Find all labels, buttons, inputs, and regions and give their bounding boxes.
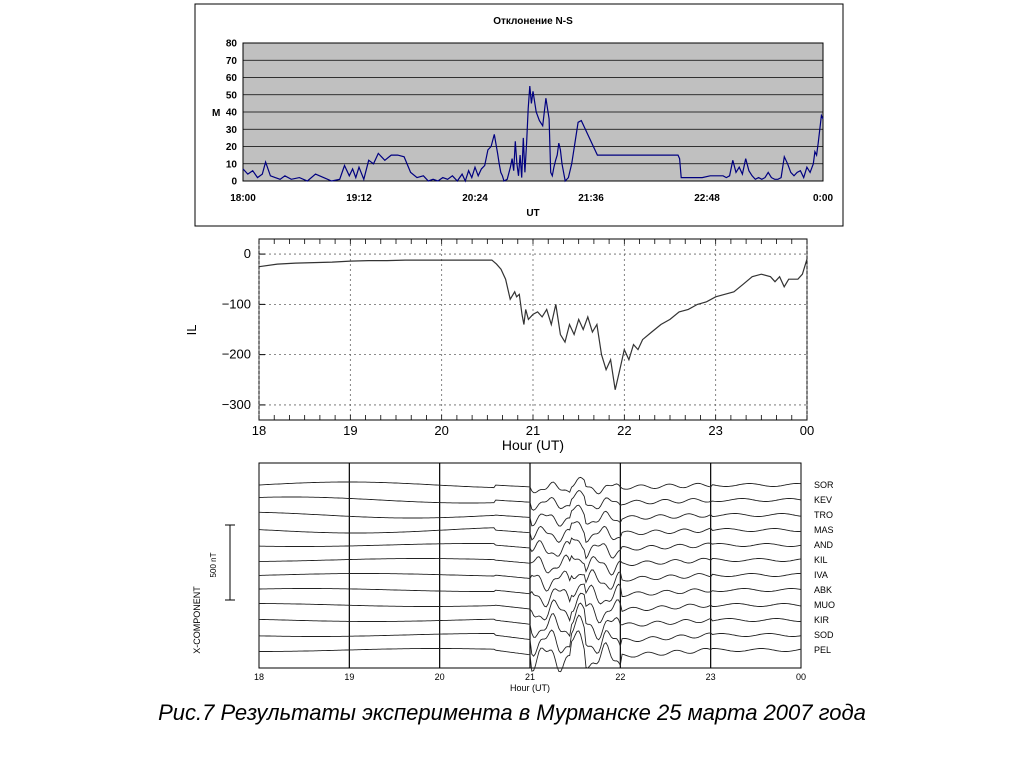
- x-component-chart: [192, 463, 835, 693]
- xc-station-label: IVA: [814, 570, 828, 580]
- xc-station-label: TRO: [814, 510, 833, 520]
- ns-y-tick-label: 50: [225, 90, 237, 102]
- ns-x-tick-label: 0:00: [812, 193, 834, 204]
- il-x-tick-label: 21: [525, 423, 541, 438]
- xc-station-label: ABK: [814, 585, 833, 595]
- il-x-tick-label: 19: [343, 423, 358, 438]
- ns-y-axis-label: M: [212, 108, 221, 119]
- xc-x-tick-label: 21: [524, 672, 536, 682]
- il-x-axis-label: Hour (UT): [501, 437, 565, 453]
- xc-y-axis-label: X-COMPONENT: [192, 586, 202, 654]
- il-x-tick-label: 00: [799, 423, 815, 438]
- ns-x-axis-label: UT: [526, 208, 540, 219]
- ns-x-tick-label: 18:00: [230, 193, 256, 204]
- ns-x-tick-label: 20:24: [462, 193, 488, 204]
- xc-station-label: SOD: [814, 630, 834, 640]
- il-x-tick-label: 22: [617, 423, 632, 438]
- xc-x-tick-label: 18: [253, 672, 265, 682]
- xc-station-label: PEL: [814, 645, 832, 655]
- ns-x-tick-label: 21:36: [578, 193, 604, 204]
- il-y-axis-label: IL: [184, 324, 199, 336]
- xc-station-label: KEV: [814, 495, 833, 505]
- xc-station-label: KIR: [814, 615, 830, 625]
- ns-y-tick-label: 20: [225, 142, 237, 153]
- figure-caption: Рис.7 Результаты эксперимента в Мурманске 25 марта 2007 года: [158, 700, 866, 725]
- ns-y-tick-label: 30: [225, 124, 237, 136]
- ns-x-tick-label: 19:12: [346, 193, 372, 204]
- ns-y-tick-label: 0: [231, 176, 237, 188]
- ns-deviation-chart: [195, 4, 843, 226]
- il-x-tick-label: 20: [434, 423, 449, 438]
- ns-y-tick-label: 70: [225, 55, 237, 67]
- il-x-tick-label: 23: [708, 423, 723, 438]
- il-x-tick-label: 18: [251, 423, 267, 438]
- il-y-tick-label: −300: [221, 396, 251, 412]
- xc-station-label: KIL: [814, 555, 828, 565]
- ns-x-tick-label: 22:48: [694, 193, 720, 204]
- xc-station-label: MAS: [814, 525, 834, 535]
- ns-y-tick-label: 10: [225, 159, 237, 171]
- xc-station-label: SOR: [814, 480, 834, 490]
- xc-x-tick-label: 20: [434, 672, 445, 682]
- il-y-tick-label: −100: [221, 296, 251, 312]
- xc-x-tick-label: 23: [705, 672, 716, 682]
- xc-x-tick-label: 22: [615, 672, 626, 682]
- il-y-tick-label: −200: [221, 346, 251, 362]
- xc-station-label: MUO: [814, 600, 835, 610]
- xc-scale-label: 500 nT: [209, 552, 218, 578]
- ns-chart-title: Отклонение N-S: [493, 16, 573, 27]
- xc-station-label: AND: [814, 540, 834, 550]
- ns-y-tick-label: 80: [225, 38, 237, 50]
- il-y-tick-label: 0: [243, 246, 251, 262]
- xc-x-tick-label: 19: [344, 672, 355, 682]
- xc-x-axis-label: Hour (UT): [510, 683, 550, 693]
- ns-y-tick-label: 60: [225, 73, 237, 84]
- il-index-chart: [184, 239, 814, 453]
- ns-y-tick-label: 40: [225, 107, 237, 119]
- xc-x-tick-label: 00: [795, 672, 807, 682]
